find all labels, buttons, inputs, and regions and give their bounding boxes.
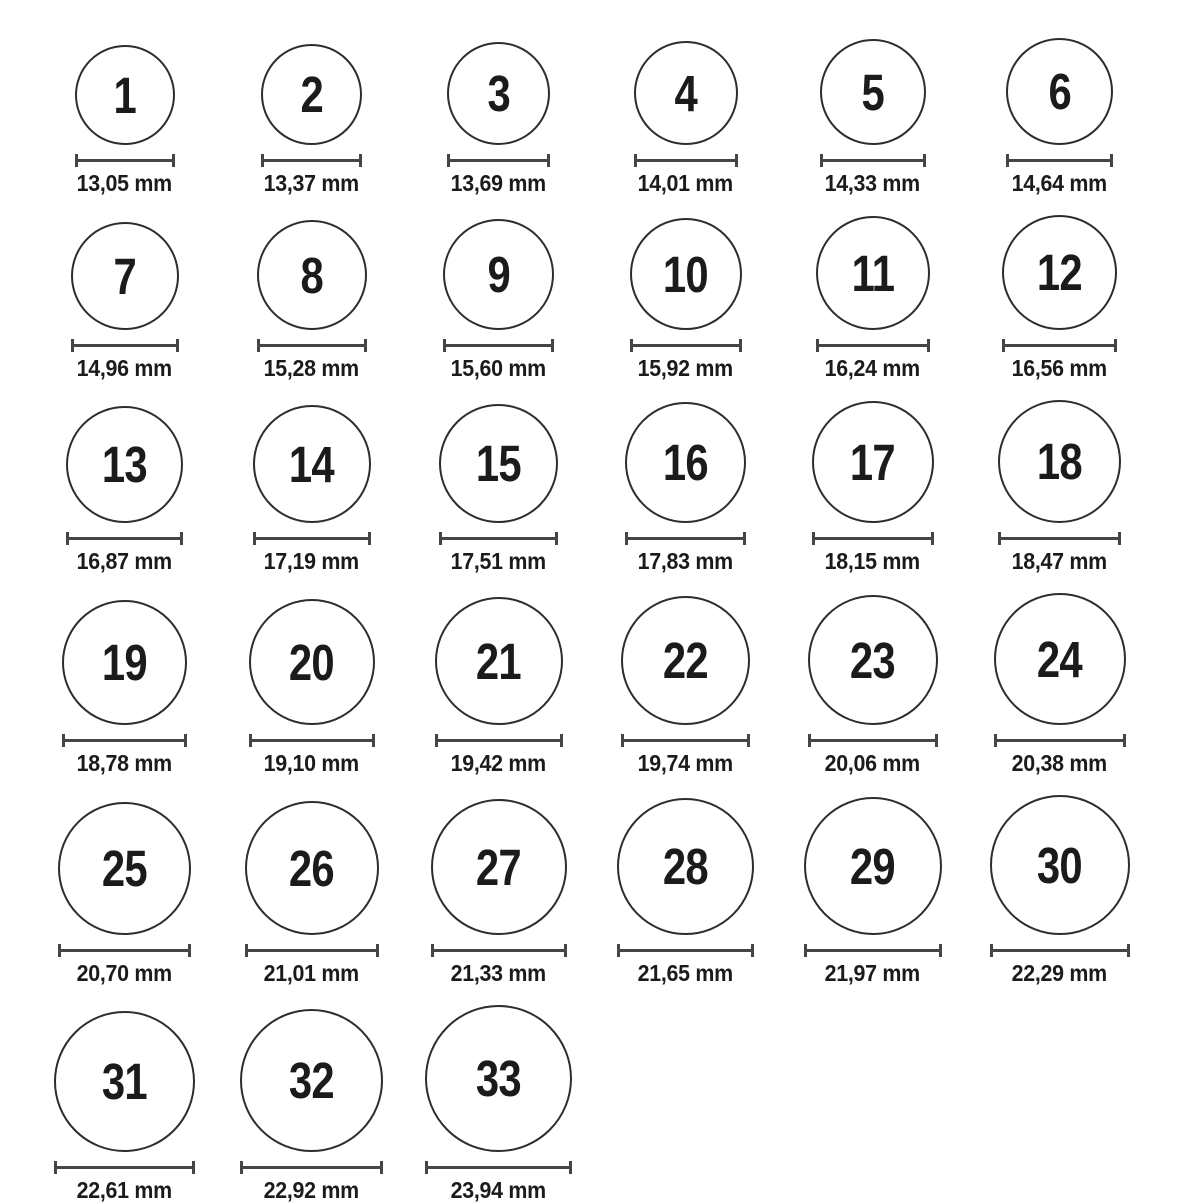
chart-row [31,593,1200,775]
diameter-label: 17,19 mm [263,548,360,574]
diameter-label: 19,10 mm [263,750,360,776]
size-number: 24 [1037,630,1082,688]
size-circle [1006,38,1113,145]
diameter-dimension-line [634,154,738,167]
diameter-label: 14,64 mm [1011,170,1108,196]
size-circle [58,802,191,935]
diameter-dimension-line [66,532,183,545]
ring-size-item [779,595,966,775]
size-circle [816,216,930,330]
size-number: 19 [102,634,147,691]
size-number: 27 [476,838,521,896]
diameter-dimension-line [447,154,550,167]
size-number: 31 [102,1053,147,1110]
chart-row [31,400,1200,573]
size-number: 17 [850,433,895,491]
ring-size-item [218,599,405,775]
size-number: 9 [487,246,510,303]
dimension-line-bar [619,949,752,952]
ring-size-item [966,400,1153,573]
dimension-line-bar [822,159,924,162]
dimension-line-bar [68,537,181,540]
diameter-dimension-line [425,1161,572,1174]
diameter-dimension-line [816,339,930,352]
diameter-label: 14,01 mm [637,170,734,196]
chart-row [31,1005,1200,1202]
size-circle [431,799,567,935]
ring-size-item [966,215,1153,380]
dimension-line-bar [1008,159,1111,162]
diameter-label: 16,56 mm [1011,355,1108,381]
diameter-dimension-line [245,944,379,957]
diameter-label: 18,15 mm [824,548,921,574]
diameter-label: 22,29 mm [1011,960,1108,986]
size-number: 5 [861,63,884,121]
diameter-label: 21,65 mm [637,960,734,986]
ring-size-item [592,41,779,195]
diameter-dimension-line [443,339,554,352]
diameter-dimension-line [812,532,934,545]
diameter-dimension-line [1002,339,1117,352]
ring-size-item [966,38,1153,195]
size-circle [62,600,187,725]
size-number: 23 [850,631,895,689]
size-number: 26 [289,839,334,897]
size-circle [245,801,379,935]
size-circle [630,218,742,330]
diameter-dimension-line [71,339,179,352]
diameter-label: 18,47 mm [1011,548,1108,574]
ring-size-item [31,600,218,775]
dimension-line-bar [623,739,748,742]
size-circle [804,797,942,935]
diameter-dimension-line [439,532,558,545]
diameter-dimension-line [994,734,1126,747]
dimension-line-bar [255,537,369,540]
diameter-label: 17,83 mm [637,548,734,574]
dimension-line-bar [259,344,365,347]
diameter-label: 15,92 mm [637,355,734,381]
size-number: 22 [663,632,708,689]
diameter-dimension-line [62,734,187,747]
size-circle [443,219,554,330]
dimension-line-bar [806,949,940,952]
ring-size-item [218,44,405,195]
ring-size-item [779,39,966,195]
size-circle [1002,215,1117,330]
size-circle [75,45,175,145]
dimension-line-bar [992,949,1128,952]
ring-size-item [218,801,405,985]
dimension-line-bar [437,739,561,742]
diameter-label: 20,70 mm [76,960,173,986]
dimension-line-bar [996,739,1124,742]
ring-size-item [966,795,1153,985]
diameter-label: 15,28 mm [263,355,360,381]
dimension-line-bar [427,1166,570,1169]
diameter-label: 21,01 mm [263,960,360,986]
diameter-dimension-line [58,944,191,957]
dimension-line-bar [445,344,552,347]
size-number: 11 [851,244,894,302]
ring-size-item [31,1011,218,1202]
ring-size-item [31,222,218,380]
diameter-label: 14,96 mm [76,355,173,381]
diameter-label: 19,42 mm [450,750,547,776]
size-circle [621,596,750,725]
ring-size-item [218,220,405,380]
size-circle [808,595,938,725]
size-number: 3 [487,65,510,122]
diameter-dimension-line [820,154,926,167]
dimension-line-bar [242,1166,381,1169]
dimension-line-bar [1004,344,1115,347]
diameter-label: 19,74 mm [637,750,734,776]
size-number: 28 [663,838,708,895]
dimension-line-bar [814,537,932,540]
diameter-label: 21,97 mm [824,960,921,986]
size-number: 29 [850,837,895,895]
dimension-line-bar [56,1166,193,1169]
diameter-dimension-line [808,734,938,747]
ring-size-item [31,45,218,195]
ring-size-item [405,1005,592,1202]
diameter-dimension-line [621,734,750,747]
size-circle [994,593,1126,725]
size-circle [54,1011,195,1152]
size-circle [257,220,367,330]
dimension-line-bar [64,739,185,742]
ring-size-item [405,219,592,380]
diameter-dimension-line [617,944,754,957]
ring-size-item [31,406,218,573]
size-number: 18 [1037,433,1082,490]
size-circle [634,41,738,145]
diameter-label: 20,38 mm [1011,750,1108,776]
diameter-dimension-line [998,532,1121,545]
size-circle [66,406,183,523]
size-circle [447,42,550,145]
size-circle [439,404,558,523]
diameter-label: 20,06 mm [824,750,921,776]
diameter-label: 15,60 mm [450,355,547,381]
diameter-label: 14,33 mm [824,170,921,196]
dimension-line-bar [449,159,548,162]
size-circle [812,401,934,523]
diameter-dimension-line [240,1161,383,1174]
size-number: 4 [674,64,697,122]
size-number: 8 [300,246,323,304]
ring-size-item [779,216,966,380]
size-circle [249,599,375,725]
size-number: 21 [476,632,521,690]
size-number: 16 [663,434,708,491]
diameter-label: 13,37 mm [263,170,360,196]
size-number: 32 [289,1052,334,1109]
chart-row [31,38,1200,195]
size-number: 6 [1048,63,1071,120]
diameter-label: 16,24 mm [824,355,921,381]
diameter-label: 22,61 mm [76,1177,173,1203]
size-number: 14 [289,435,334,493]
size-number: 30 [1037,836,1082,894]
dimension-line-bar [73,344,177,347]
diameter-dimension-line [630,339,742,352]
size-circle [990,795,1130,935]
diameter-dimension-line [431,944,567,957]
diameter-label: 13,05 mm [76,170,173,196]
diameter-dimension-line [249,734,375,747]
dimension-line-bar [810,739,936,742]
ring-size-item [592,402,779,573]
ring-size-item [218,405,405,573]
dimension-line-bar [627,537,744,540]
ring-size-item [779,797,966,985]
chart-row [31,215,1200,380]
diameter-dimension-line [625,532,746,545]
ring-size-item [218,1009,405,1202]
chart-row [31,795,1200,985]
ring-size-item [592,218,779,380]
size-circle [625,402,746,523]
ring-size-item [592,596,779,775]
dimension-line-bar [1000,537,1119,540]
size-number: 33 [476,1050,521,1107]
diameter-dimension-line [257,339,367,352]
ring-size-item [31,802,218,985]
ring-size-item [405,597,592,775]
dimension-line-bar [632,344,740,347]
ring-size-item [405,42,592,195]
size-circle [261,44,362,145]
size-circle [998,400,1121,523]
size-number: 25 [102,840,147,897]
size-circle [253,405,371,523]
diameter-dimension-line [253,532,371,545]
diameter-label: 16,87 mm [76,548,173,574]
dimension-line-bar [263,159,360,162]
ring-size-item [592,798,779,985]
size-number: 2 [300,66,323,123]
size-number: 13 [102,436,147,493]
diameter-dimension-line [990,944,1130,957]
size-circle [617,798,754,935]
size-number: 7 [113,247,136,305]
diameter-dimension-line [804,944,942,957]
diameter-dimension-line [1006,154,1113,167]
size-circle [425,1005,572,1152]
size-number: 20 [289,633,334,691]
dimension-line-bar [433,949,565,952]
ring-size-item [779,401,966,573]
diameter-label: 13,69 mm [450,170,547,196]
size-circle [71,222,179,330]
size-circle [435,597,563,725]
size-number: 15 [476,435,521,492]
size-circle [240,1009,383,1152]
diameter-dimension-line [75,154,175,167]
diameter-dimension-line [435,734,563,747]
size-number: 1 [113,66,136,124]
dimension-line-bar [818,344,928,347]
diameter-label: 21,33 mm [450,960,547,986]
dimension-line-bar [77,159,173,162]
dimension-line-bar [251,739,373,742]
diameter-label: 23,94 mm [450,1177,547,1203]
dimension-line-bar [441,537,556,540]
diameter-dimension-line [261,154,362,167]
dimension-line-bar [247,949,377,952]
size-circle [820,39,926,145]
ring-size-item [966,593,1153,775]
ring-size-item [405,404,592,573]
dimension-line-bar [60,949,189,952]
ring-size-item [405,799,592,985]
size-number: 12 [1037,244,1082,301]
diameter-dimension-line [54,1161,195,1174]
dimension-line-bar [636,159,736,162]
diameter-label: 18,78 mm [76,750,173,776]
diameter-label: 22,92 mm [263,1177,360,1203]
diameter-label: 17,51 mm [450,548,547,574]
size-number: 10 [663,245,708,303]
